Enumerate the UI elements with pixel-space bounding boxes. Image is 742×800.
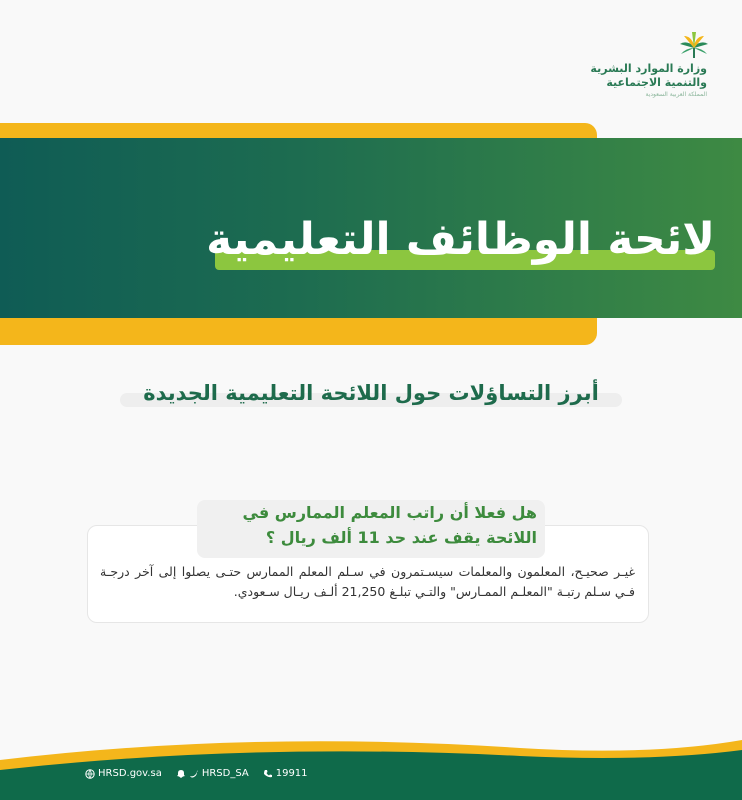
answer-text: غيـر صحيـح، المعلمون والمعلمات سيسـتمرون في سـلم المعلم الممارس حتـى يصلوا إلى آخر درجـة فـي سـلم رتبـة "المعلـم الممـارس" والتـي تبلـغ 21,250 ألـف ريـال سـعودي. (100, 564, 635, 599)
logo-line-2: والتنمية الاجتماعية (606, 76, 707, 89)
question-text: هل فعلا أن راتب المعلم الممارس في اللائحة يقف عند حد 11 ألف ريال ؟ (242, 503, 537, 547)
page-subtitle: أبرز التساؤلات حول اللائحة التعليمية الجديدة (143, 381, 599, 405)
phone-link[interactable] (263, 768, 308, 779)
website-link[interactable] (85, 768, 162, 779)
website-text: HRSD.gov.sa (98, 768, 162, 779)
logo-line-3: المملكة العربية السعودية (645, 91, 707, 98)
twitter-icon (189, 769, 199, 779)
snapchat-icon (176, 769, 186, 779)
footer-wave (0, 730, 742, 800)
logo-line-1: وزارة الموارد البشرية (590, 62, 707, 75)
page-title: لائحة الوظائف التعليمية (206, 214, 715, 265)
social-handle: HRSD_SA (201, 768, 249, 779)
globe-icon (85, 769, 95, 779)
ministry-logo-text (590, 62, 707, 100)
social-link[interactable] (176, 768, 249, 779)
footer-contacts (85, 768, 308, 779)
phone-number: 19911 (275, 768, 308, 779)
phone-icon (263, 769, 273, 779)
